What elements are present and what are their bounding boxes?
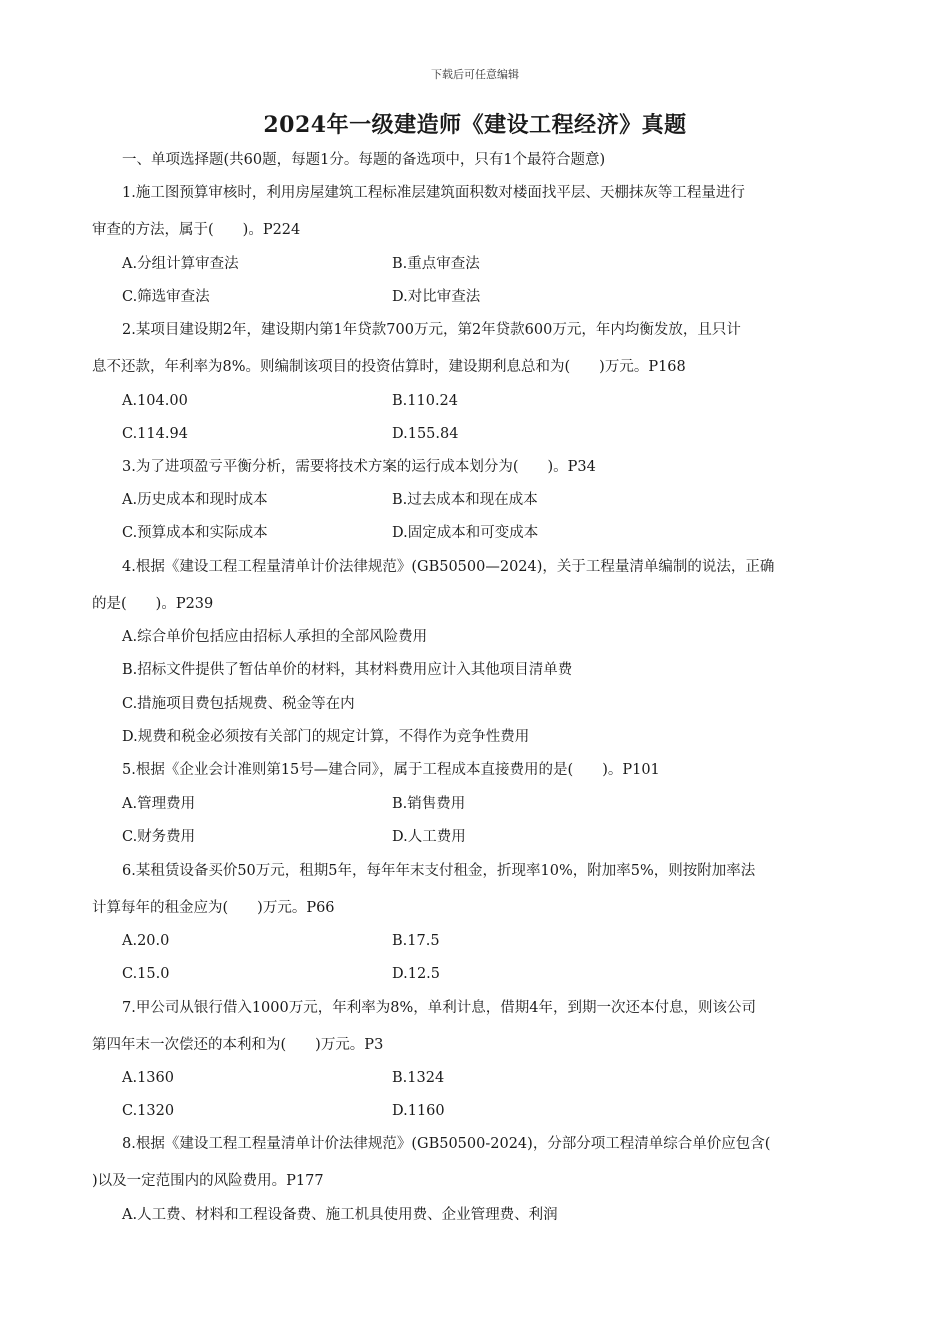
q5-option-d: D.人工费用 xyxy=(392,829,466,845)
q1-option-b: B.重点审查法 xyxy=(392,256,480,272)
q7-line-1: 7.甲公司从银行借入1000万元，年利率为8%，单利计息，借期4年，到期一次还本付息，则该公司 xyxy=(122,1000,756,1016)
q5-option-c: C.财务费用 xyxy=(122,829,196,845)
q1-option-d: D.对比审查法 xyxy=(392,289,481,305)
q8-line-1: 8.根据《建设工程工程量清单计价法律规范》(GB50500-2024)，分部分项工程清单综合单价应包含( xyxy=(122,1136,771,1152)
q2-line-2: 息不还款，年利率为8%。则编制该项目的投资估算时，建设期利息总和为( )万元。P168 xyxy=(92,359,686,375)
q3-option-b: B.过去成本和现在成本 xyxy=(392,492,538,508)
q1-line-2: 审查的方法，属于( )。P224 xyxy=(92,222,301,238)
q4-line-1: 4.根据《建设工程工程量清单计价法律规范》(GB50500—2024)，关于工程量清单编制的说法，正确 xyxy=(122,559,775,575)
q1-option-a: A.分组计算审查法 xyxy=(122,256,239,272)
q3-option-d: D.固定成本和可变成本 xyxy=(392,525,539,541)
q3-line-1: 3.为了进项盈亏平衡分析，需要将技术方案的运行成本划分为( )。P34 xyxy=(122,459,596,475)
q4-option-a: A.综合单价包括应由招标人承担的全部风险费用 xyxy=(122,629,428,645)
q4-option-c: C.措施项目费包括规费、税金等在内 xyxy=(122,696,355,712)
q8-line-2: )以及一定范围内的风险费用。P177 xyxy=(92,1173,324,1189)
q1-option-c: C.筛选审查法 xyxy=(122,289,210,305)
q2-line-1: 2.某项目建设期2年，建设期内第1年贷款700万元，第2年贷款600万元，年内均衡发放，且只计 xyxy=(122,322,741,338)
q1-line-1: 1.施工图预算审核时，利用房屋建筑工程标准层建筑面积数对楼面找平层、天棚抹灰等工程量进行 xyxy=(122,185,745,201)
page-title: 2024年一级建造师《建设工程经济》真题 xyxy=(263,112,687,138)
q8-option-a: A.人工费、材料和工程设备费、施工机具使用费、企业管理费、利润 xyxy=(122,1207,558,1223)
q4-option-b: B.招标文件提供了暂估单价的材料，其材料费用应计入其他项目清单费 xyxy=(122,662,573,678)
q6-line-2: 计算每年的租金应为( )万元。P66 xyxy=(92,900,335,916)
q4-line-2: 的是( )。P239 xyxy=(92,596,214,612)
q6-option-b: B.17.5 xyxy=(392,933,440,949)
q5-line-1: 5.根据《企业会计准则第15号—建合同》，属于工程成本直接费用的是( )。P101 xyxy=(122,762,660,778)
q5-option-a: A.管理费用 xyxy=(122,796,196,812)
q5-option-b: B.销售费用 xyxy=(392,796,466,812)
q7-option-d: D.1160 xyxy=(392,1103,445,1119)
q2-option-d: D.155.84 xyxy=(392,426,459,442)
q7-option-b: B.1324 xyxy=(392,1070,445,1086)
q3-option-a: A.历史成本和现时成本 xyxy=(122,492,268,508)
q2-option-b: B.110.24 xyxy=(392,393,459,409)
section-intro: 一、单项选择题(共60题，每题1分。每题的备选项中，只有1个最符合题意) xyxy=(122,152,606,168)
q7-line-2: 第四年末一次偿还的本利和为( )万元。P3 xyxy=(92,1037,384,1053)
q7-option-c: C.1320 xyxy=(122,1103,175,1119)
q2-option-a: A.104.00 xyxy=(122,393,188,409)
q3-option-c: C.预算成本和实际成本 xyxy=(122,525,268,541)
q6-line-1: 6.某租赁设备买价50万元，租期5年，每年年末支付租金，折现率10%，附加率5%，则按附加率法 xyxy=(122,863,756,879)
q4-option-d: D.规费和税金必须按有关部门的规定计算，不得作为竞争性费用 xyxy=(122,729,530,745)
q6-option-d: D.12.5 xyxy=(392,966,441,982)
q6-option-a: A.20.0 xyxy=(122,933,170,949)
q2-option-c: C.114.94 xyxy=(122,426,188,442)
q7-option-a: A.1360 xyxy=(122,1070,174,1086)
header-note: 下载后可任意编辑 xyxy=(431,68,519,81)
q6-option-c: C.15.0 xyxy=(122,966,170,982)
